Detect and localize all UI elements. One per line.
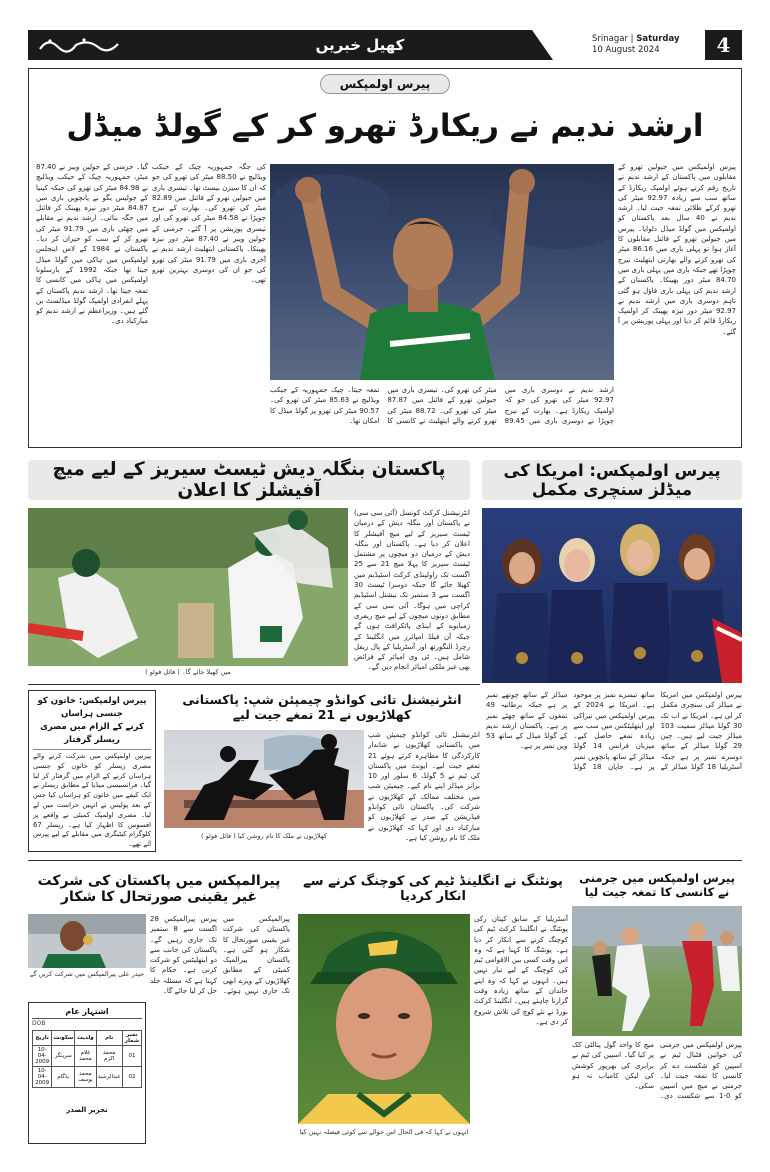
- pakistan-headline: پیرالمپکس میں پاکستان کی شرکت غیر یقینی صورتحال کا شکار: [37, 873, 281, 905]
- harassment-box: [28, 690, 156, 852]
- notice-code: DOB: [32, 1020, 46, 1027]
- notice-table: [32, 1030, 142, 1088]
- medals-body: پیرس اولمپکس میں امریکا نے میڈلز کی سنچری مکمل کر لی ہے۔ امریکا نے اب تک 30 گولڈ میڈلز سمیت 103 میڈلز جیت لیے ہیں۔ چین 29 گولڈ میڈلز کے ساتھ دوسرے نمبر پر ہے جبکہ آسٹریلیا 18 گولڈ میڈلز کے ساتھ تیسرے نمبر پر موجود ہے۔ امریکا نے 2024 کے پیرس اولمپکس میں تیراکی اور ایتھلیٹکس میں سب سے زیادہ تمغے حاصل کیے۔ میزبان فرانس 14 گولڈ میڈلز کے ساتھ پانچویں نمبر پر ہے۔ جاپان 18 گولڈ میڈلز کے ساتھ چوتھے نمبر پر ہے جبکہ برطانیہ 49 تمغوں کے ساتھ چھٹے نمبر پر ہے۔ پاکستان ارشد ندیم کے گولڈ میڈل کے ساتھ 53 ویں نمبر پر ہے۔: [486, 691, 742, 772]
- notice-cell: عبدالرشید: [96, 1067, 122, 1088]
- lead-below-photo: ارشد ندیم نے دوسری باری میں 92.97 میٹر کی تھرو کی جو کہ اولمپک ریکارڈ ہے۔ بھارت کے نیرج چوپڑا نے دوسری باری میں 89.45 میٹر کی تھرو کی۔ تیسری باری میں جیولین تھرو کے فائنل میں 87.87 میٹر کی تھرو کی۔ 88.72 میٹر کی تھرو کرنے والے ایتھلیٹ نے کانسی کا تمغہ جیتا۔ چیک جمہوریہ کے جیکب ویڈلیچ نے 85.63 میٹر کی تھرو کی۔ 90.57 میٹر کی تھرو پر گولڈ میڈل کا امکان تھا۔: [270, 386, 614, 425]
- notice-cell: بڈگام: [52, 1067, 75, 1088]
- karate-photo: [164, 730, 364, 828]
- section-title: کھیل خبریں: [315, 36, 405, 54]
- harassment-headline: پیرس اولمپکس: خاتون کو جنسی ہراساں: [37, 696, 147, 719]
- germany-headline: پیرس اولمپکس میں جرمنی نے کانسی کا تمغہ جیت لیا: [579, 871, 735, 899]
- logo-mark: [36, 35, 122, 55]
- notice-row: [33, 1046, 142, 1067]
- notice-header-row: [33, 1031, 142, 1046]
- dateline-day: Saturday: [636, 34, 680, 44]
- harassment-subhead: کرنے کے الزام میں مصری ریسلر گرفتار: [33, 721, 151, 750]
- ponting-photo-caption: انہوں نے کہا کہ فی الحال اس حوالے سے کوئی فیصلہ نہیں کیا: [299, 1128, 469, 1136]
- karate-photo-caption: کھلاڑیوں نے ملک کا نام روشن کیا ( فائل فوٹو ): [201, 832, 327, 840]
- lead-headline: ارشد ندیم نے ریکارڈ تھرو کر کے گولڈ میڈل: [66, 108, 704, 144]
- notice-header-cell: ولدیت: [75, 1031, 96, 1046]
- page-number-box: [705, 30, 742, 60]
- pakistan-photo: [28, 914, 146, 968]
- notice-cell: غلام محمد: [75, 1046, 96, 1067]
- lead-kicker: [320, 74, 450, 94]
- notice-header-cell: نمبر شمار: [122, 1031, 141, 1046]
- karate-headline-box: [164, 690, 480, 724]
- athlete-figure: [270, 164, 614, 380]
- notice-header-cell: تاریخ: [33, 1031, 52, 1046]
- medals-headline-box: [482, 460, 742, 500]
- notice-header-cell: سکونت: [52, 1031, 75, 1046]
- karate-silhouette: [164, 730, 364, 828]
- page-number: 4: [716, 33, 731, 57]
- medals-headline: پیرس اولمپکس: امریکا کی میڈلز سنچری مکمل: [503, 461, 721, 499]
- notice-cell: 10-04-2009: [33, 1067, 52, 1088]
- germany-body: پیرس اولمپکس میں جرمنی کی خواتین فٹبال ٹیم نے اسپین کو شکست دے کر کانسی کا تمغہ جیت لیا۔ جرمنی نے میچ میں اسپین کو 0-1 سے شکست دی۔ میچ کا واحد گول پنالٹی کک پر کیا گیا۔ اسپین کی ٹیم نے برابری کی بھرپور کوشش کی لیکن کامیاب نہ ہو سکی۔: [572, 1041, 742, 1101]
- bangladesh-photo: [28, 508, 348, 666]
- ponting-headline: پونٹنگ نے انگلینڈ ٹیم کی کوچنگ کرنے سے انکار کردیا: [303, 874, 563, 904]
- medals-photo: [482, 508, 742, 683]
- notice-cell: محمد یوسف: [75, 1067, 96, 1088]
- pakistan-headline-box: [28, 868, 290, 910]
- karate-body: انٹرنیشنل تائی کوانڈو چیمپئن شپ میں پاکستانی کھلاڑیوں نے شاندار کارکردگی کا مظاہرہ کرتے ہوئے 21 تمغے جیت لیے۔ ایونٹ میں پاکستان کی ٹیم نے 5 گولڈ، 6 سلور اور 10 برانز میڈلز اپنے نام کیے۔ چیمپئن شپ میں مختلف ممالک کے کھلاڑیوں نے شرکت کی۔ پاکستان تائی کوانڈو فیڈریشن کے صدر نے کھلاڑیوں کو مبارکباد دی اور کہا کہ کھلاڑیوں نے ملک کا نام روشن کیا ہے۔: [368, 731, 480, 842]
- notice-header-cell: نام: [96, 1031, 122, 1046]
- lead-kicker-text: پیرس اولمپکس: [339, 77, 431, 91]
- bangladesh-body: انٹرنیشنل کرکٹ کونسل (آئی سی سی) نے پاکستان اور بنگلہ دیش کے درمیان ٹیسٹ سیریز کے لیے میچ آفیشلز کا اعلان کر دیا ہے۔ پاکستان اور بنگلہ دیش کے درمیان دو میچوں پر مشتمل ٹیسٹ سیریز کا پہلا میچ 21 سے 25 اگست تک راولپنڈی کرکٹ اسٹیڈیم میں کھیلا جائے گا جبکہ دوسرا ٹیسٹ 30 اگست سے 3 ستمبر تک نیشنل اسٹیڈیم کراچی میں ہوگا۔ آئی سی سی کے مطابق دونوں میچوں کے لیے میچ ریفری زمبابوے کے اینڈی پائکرافٹ ہوں گے جبکہ آن فیلڈ امپائرز میں انگلینڈ کے رچرڈ النگورتھ اور آسٹریلیا کے پال ریفل شامل ہیں۔ ٹی وی امپائر کے فرائض بھی غیر ملکی امپائر انجام دیں گے۔: [354, 509, 470, 672]
- notice-footer: تحریر الصدر: [66, 1106, 108, 1114]
- dateline-date: 10 August 2024: [592, 45, 660, 55]
- pakistan-body: پیرالمپکس میں پاکستان کی شرکت غیر یقینی صورتحال کا شکار ہو گئی ہے۔ پاکستان پیرالمپک کمیٹی کے مطابق کھلاڑیوں کے ویزے ابھی تک جاری نہیں ہوئے۔ پیرس پیرالمپکس 28 اگست سے 8 ستمبر تک جاری رہیں گے۔ پاکستان کی جانب سے دو ایتھلیٹس کو شرکت کرنی ہے۔ حکام کا کہنا ہے کہ مسئلہ جلد حل کر لیا جائے گا۔: [150, 915, 290, 996]
- public-notice: [28, 1002, 146, 1144]
- ponting-body: آسٹریلیا کے سابق کپتان رکی پونٹنگ نے انگلینڈ کرکٹ ٹیم کی کوچنگ کرنے سے انکار کر دیا ہے۔ پونٹنگ کا کہنا ہے کہ وہ اس وقت کسی بین الاقوامی ٹیم کی کوچنگ کے لیے تیار نہیں ہیں۔ انہوں نے کہا کہ وہ اپنے خاندان کے ساتھ زیادہ وقت گزارنا چاہتے ہیں۔ انگلینڈ کرکٹ بورڈ نے نئے کوچ کی تلاش شروع کر دی ہے۔: [474, 915, 568, 1026]
- bangladesh-photo-caption: میں کھیلا جائے گا۔ ( فائل فوٹو ): [145, 668, 231, 676]
- notice-cell: 01: [122, 1046, 141, 1067]
- bangladesh-headline-box: [28, 460, 470, 500]
- notice-cell: 10-04-2009: [33, 1046, 52, 1067]
- lead-photo: [270, 164, 614, 380]
- pakistan-photo-caption: حیدر علی پیرالمپکس میں شرکت کریں گے: [29, 970, 145, 978]
- notice-heading: اشتہار عام: [32, 1006, 142, 1019]
- football-players: [572, 906, 742, 1036]
- notice-rows: [33, 1046, 142, 1088]
- lead-col-right: پیرس اولمپکس میں جیولین تھرو کے مقابلوں میں پاکستان کے ارشد ندیم نے تاریخ رقم کرتے ہوئے اولمپک ریکارڈ کے ساتھ سب سے زیادہ 92.97 میٹر کی تھرو کرکے طلائی تمغہ جیت لیا۔ ارشد ندیم نے 40 سال بعد پاکستان کو اولمپکس میں گولڈ میڈل دلوایا۔ پیرس میں جیولین تھرو کے فائنل مقابلوں کا آغاز ہوا تو پہلی باری میں 86.16 میٹر کی تھرو کرنے والے بھارتی ایتھلیٹ نیرج چوپڑا تھے جبکہ باری میں پہلی باری میں 84.70 میٹر دور پھینکا۔ پاکستان کے ارشد ندیم کی پہلی باری فاؤل ہو گئی تاہم دوسری باری میں ارشد ندیم نے 92.97 میٹر دور نیزہ پھینک کر اولمپک ریکارڈ قائم کر دیا اور پہلی پوزیشن پر آ گئے۔: [618, 163, 736, 336]
- cricket-scene: [28, 508, 348, 666]
- athlete-with-medal: [28, 914, 146, 968]
- row3-divider: [28, 684, 480, 685]
- germany-photo: [572, 906, 742, 1036]
- masthead-logo: [36, 34, 126, 56]
- lead-col-left-mid: کی جگہ جمہوریہ چیک کے جیکب ویڈلیچ نے 88.50 میٹر کی تھرو کی جو کہ ان کا سیزن بیسٹ تھا۔ تیسری باری میں جیولین تھرو کے فائنل میں 82.89 میٹر کی تھرو کی۔ بھارت کے نیرج چوپڑا نے 84.58 میٹر کی تھرو کی اور تیسری پوزیشن پر آ گئے۔ جرمنی کے جولین ویبر نے 87.40 میٹر دور نیزہ پھینکا۔ پاکستانی ایتھلیٹ ارشد ندیم نے آخری باری میں 91.79 میٹر کی تھرو کی جو ان کی دوسری بہترین تھرو تھی۔: [152, 163, 266, 285]
- notice-cell: سرینگر: [52, 1046, 75, 1067]
- swimmers-podium: [482, 508, 742, 683]
- ponting-photo: [298, 914, 470, 1124]
- notice-cell: 02: [122, 1067, 141, 1088]
- row4-divider: [28, 860, 742, 861]
- bangladesh-headline: پاکستان بنگلہ دیش ٹیسٹ سیریز کے لیے میچ آفیشلز کا اعلان: [52, 459, 446, 501]
- karate-headline: انٹرنیشنل تائی کوانڈو چیمپئن شپ: پاکستانی کھلاڑیوں نے 21 تمغے جیت لیے: [182, 692, 462, 722]
- harassment-body: پیرس اولمپکس میں شرکت کرنے والے مصری ریسلر کو خاتون کو جنسی ہراساں کرنے کے الزام میں گرفتار کر لیا گیا۔ فرانسیسی میڈیا کے مطابق ریسلر نے ایک کیفے میں خاتون کو ہراساں کیا جس کے بعد پولیس نے انہیں حراست میں لے لیا۔ مصری اولمپک کمیٹی نے واقعے پر افسوس کا اظہار کیا ہے۔ ریسلر 67 کلوگرام کیٹیگری میں مقابلے کے لیے پیرس آئے تھے۔: [33, 752, 151, 849]
- germany-headline-box: [572, 868, 742, 902]
- notice-cell: محمد اکرم: [96, 1046, 122, 1067]
- dateline: Srinagar | Saturday 10 August 2024: [592, 34, 702, 56]
- ponting-headline-box: [298, 868, 568, 910]
- lead-col-left: گیا۔ جرمنی کے جولین ویبر نے 87.40 میٹر، جمہوریہ چیک کے جیکب ویڈلیچ نے 84.98 میٹر کی تھرو کی جبکہ کینیا کے جولیس یگو نے پانچویں باری میں 84.87 میٹر دور نیزہ پھینک کر فائنل میں جگہ بنائی۔ ارشد ندیم نے مقابلے میں چھٹی باری میں 91.79 میٹر کی تھرو کر کے سب کو حیران کر دیا۔ پاکستان نے 1984 کے لاس اینجلس اولمپکس میں ہاکی میں گولڈ میڈل جیتا تھا جبکہ 1992 کے بارسلونا اولمپکس میں ہاکی میں کانسی کا تمغہ جیتا تھا۔ ارشد ندیم پاکستان کے پہلے انفرادی اولمپک گولڈ میڈلسٹ بن گئے ہیں۔ وزیراعظم نے ارشد ندیم کو مبارکباد دی۔: [36, 163, 148, 326]
- dateline-city: Srinagar: [592, 34, 628, 44]
- ponting-portrait: [298, 914, 470, 1124]
- notice-row: [33, 1067, 142, 1088]
